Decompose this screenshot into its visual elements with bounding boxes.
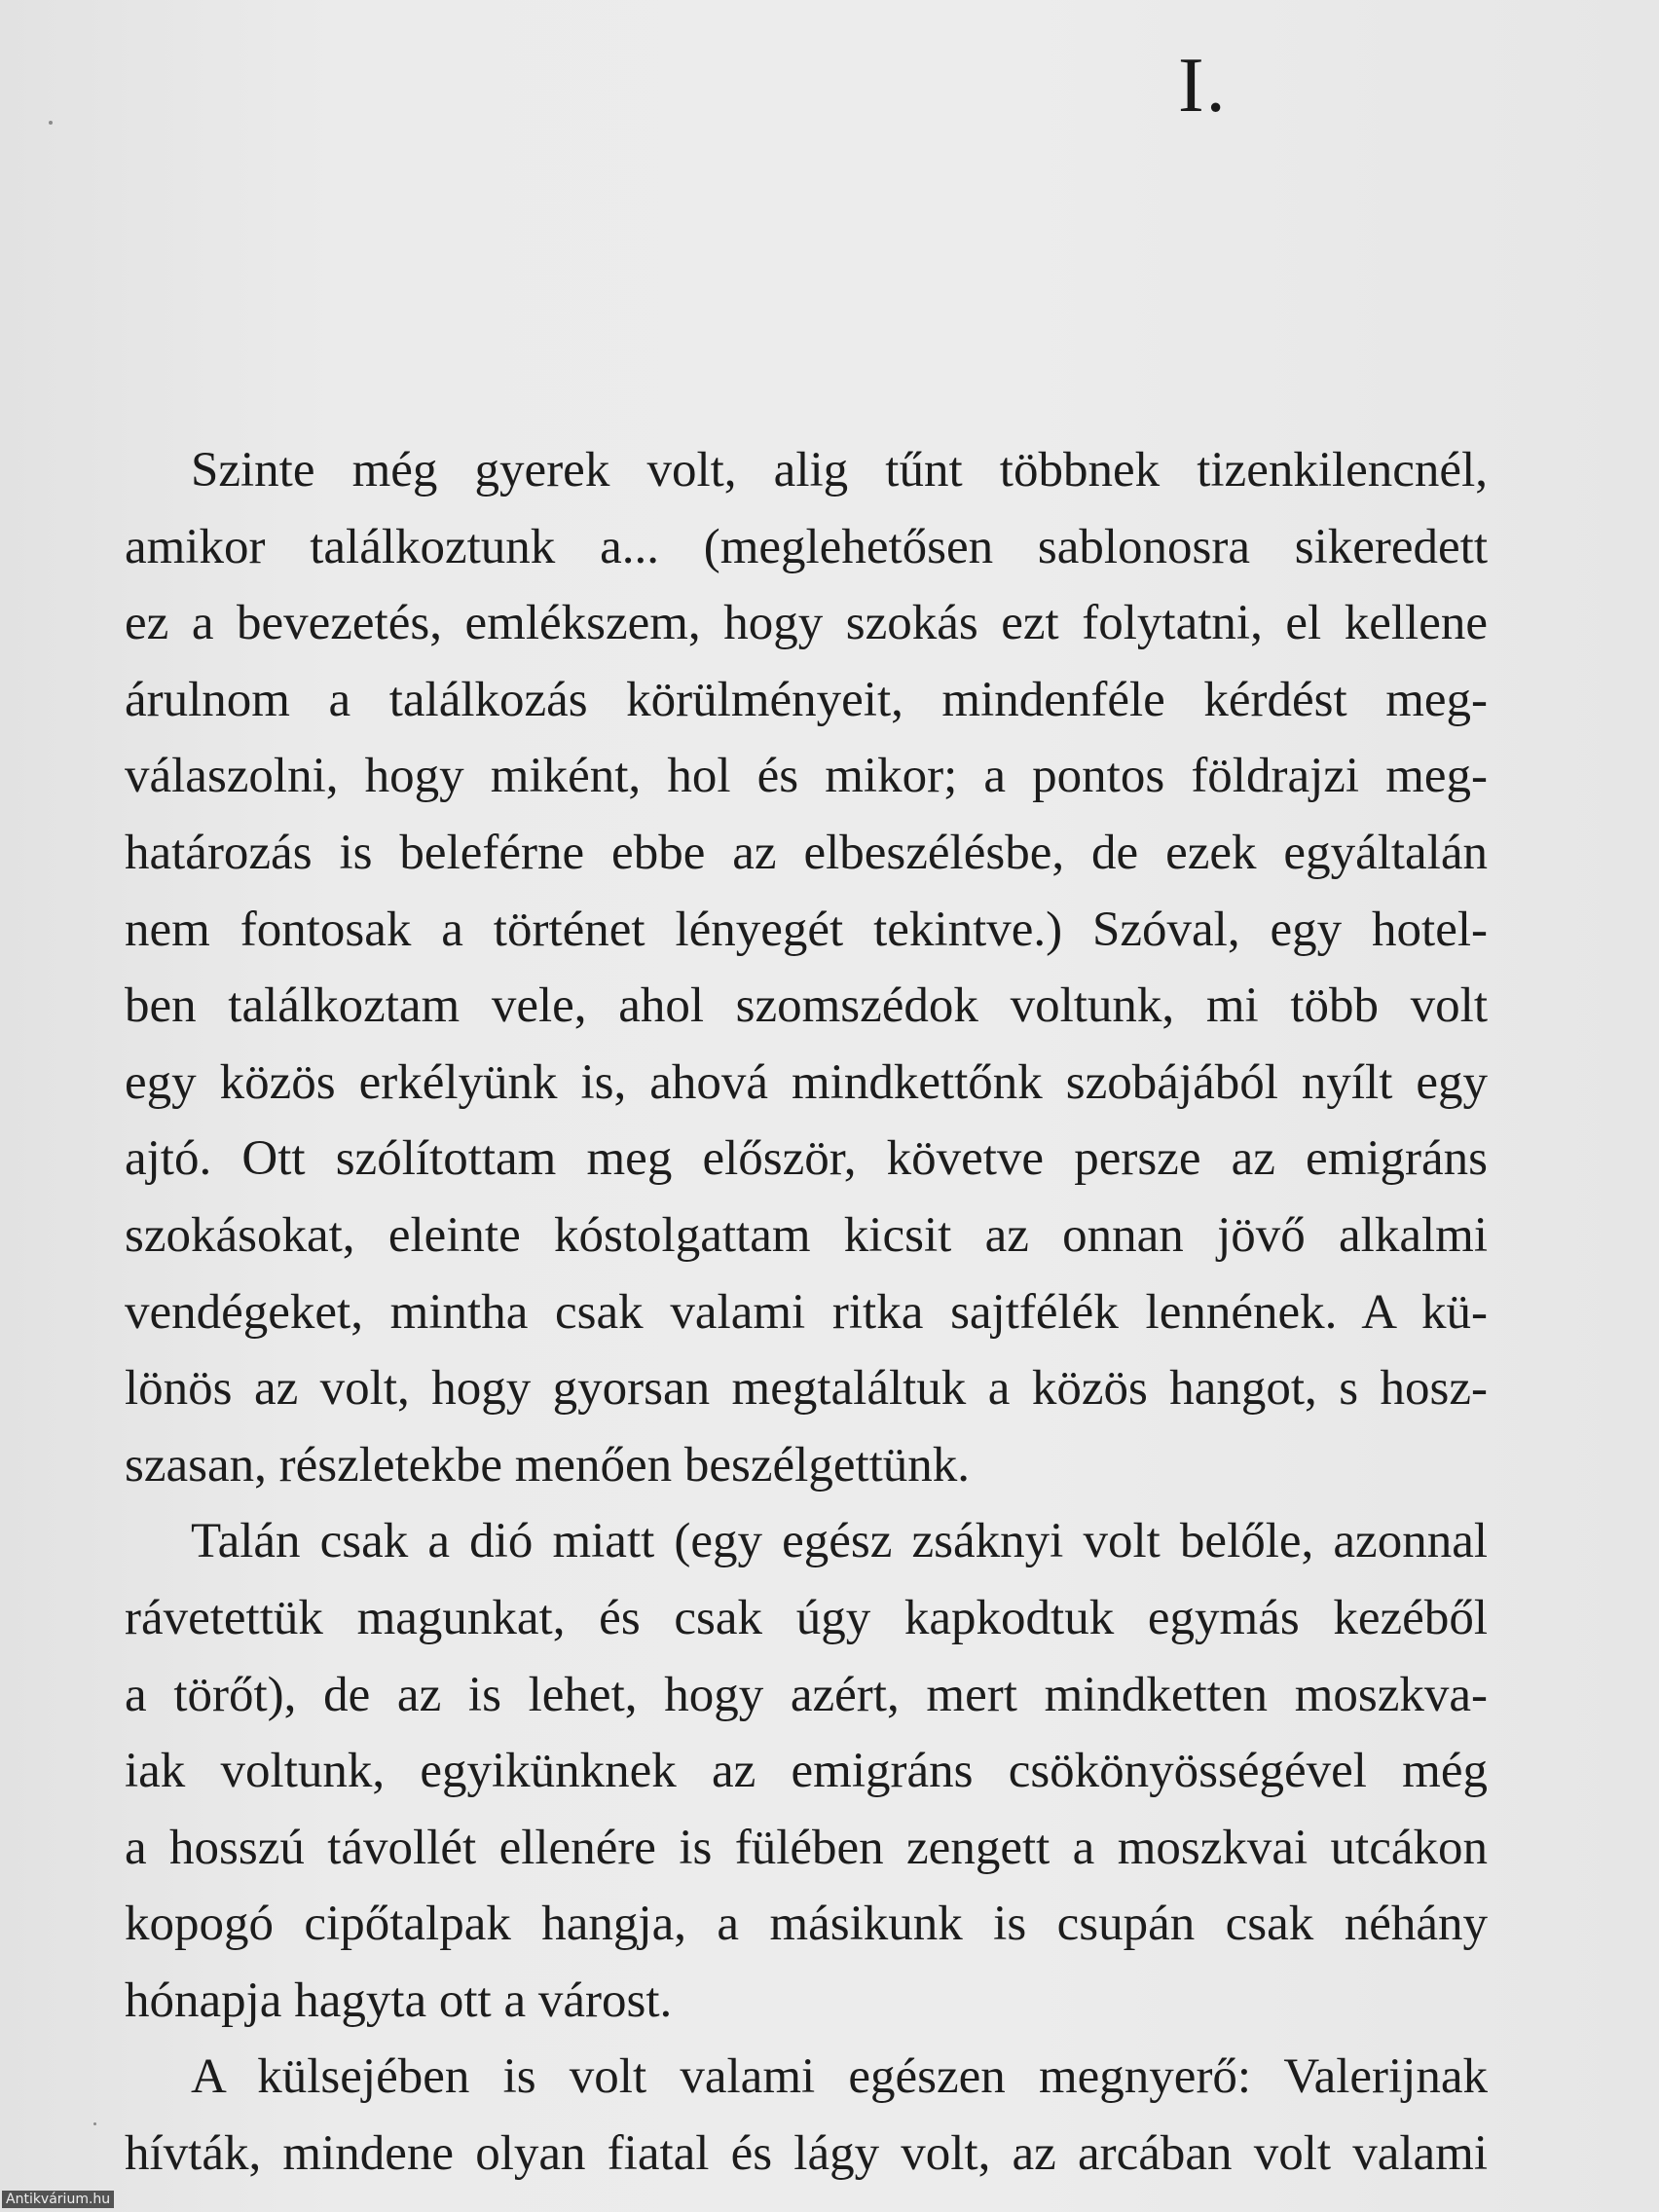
body-text [125,432,1488,2193]
text-line: szokásokat, eleinte kóstolgattam kicsit az onnan jövő alkalmi [125,1207,1488,1263]
text-line: egy közös erkélyünk is, ahová mindkettőnk szobájából nyílt egy [125,1054,1488,1110]
text-line: hónapja hagyta ott a várost. [125,1972,673,2028]
text-line: a hosszú távollét ellenére is fülében zengett a moszkvai utcákon [125,1820,1488,1875]
text-line: válaszolni, hogy miként, hol és mikor; a pontos földrajzi meg- [125,749,1488,804]
text-line: ben találkoztam vele, ahol szomszédok voltunk, mi több volt [125,978,1488,1034]
text-line: hívták, mindene olyan fiatal és lágy volt, az arcában volt valami [125,2126,1488,2182]
text-line: iak voltunk, egyikünknek az emigráns csökönyösségével még [125,1744,1488,1799]
text-line: nem fontosak a történet lényegét tekintve.) Szóval, egy hotel- [125,902,1488,957]
text-line: Talán csak a dió miatt (egy egész zsáknyi volt belőle, azonnal [191,1514,1488,1569]
chapter-heading: I. [1178,43,1228,129]
text-line: szasan, részletekbe menően beszélgettünk. [125,1437,971,1493]
text-line: kopogó cipőtalpak hangja, a másikunk is csupán csak néhány [125,1897,1488,1952]
text-line: a törőt), de az is lehet, hogy azért, mert mindketten moszkva- [125,1667,1488,1722]
text-line: ez a bevezetés, emlékszem, hogy szokás ezt folytatni, el kellene [125,596,1488,651]
paper-speck [49,121,53,125]
paper-speck [93,2122,96,2125]
text-line: vendégeket, mintha csak valami ritka sajtfélék lennének. A kü- [125,1284,1488,1340]
text-line: ajtó. Ott szólítottam meg először, követve persze az emigráns [125,1131,1488,1187]
text-line: lönös az volt, hogy gyorsan megtaláltuk a közös hangot, s hosz- [125,1361,1488,1417]
text-line: amikor találkoztunk a... (meglehetősen sablonosra sikeredett [125,519,1488,574]
text-line: határozás is beleférne ebbe az elbeszélésbe, de ezek egyáltalán [125,825,1488,880]
text-line: A külsejében is volt valami egészen megnyerő: Valerijnak [191,2049,1488,2105]
text-line: rávetettük magunkat, és csak úgy kapkodtuk egymás kezéből [125,1590,1488,1645]
text-line: árulnom a találkozás körülményeit, mindenféle kérdést meg- [125,672,1488,727]
text-line: Szinte még gyerek volt, alig tűnt többnek tizenkilencnél, [191,443,1488,498]
watermark-label: Antikvárium.hu [2,2191,114,2208]
